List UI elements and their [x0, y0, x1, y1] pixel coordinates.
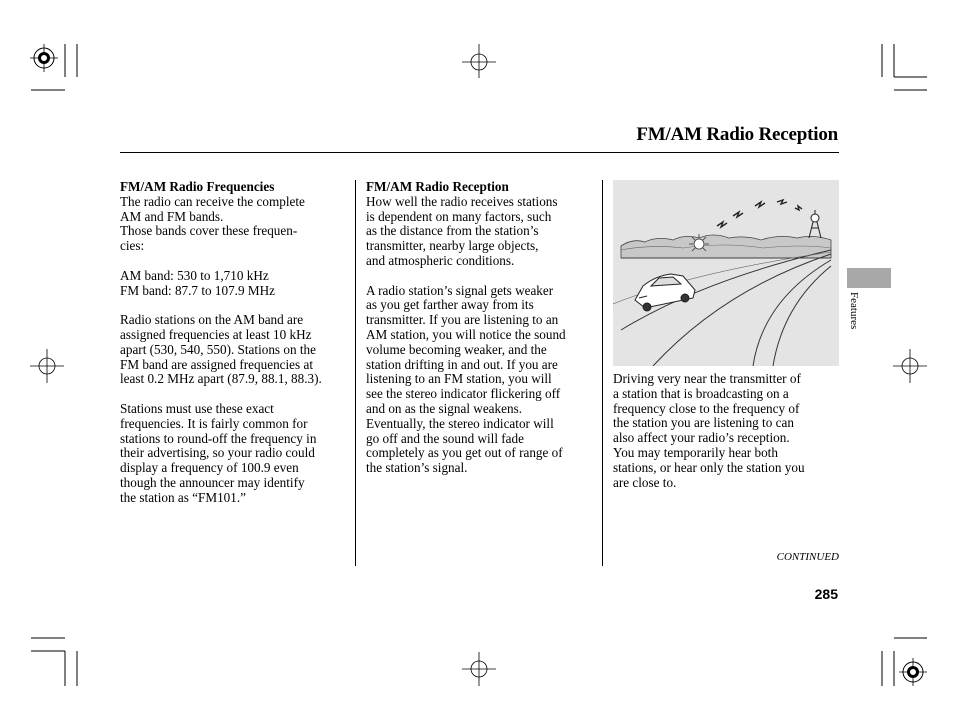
section-heading: FM/AM Radio Reception: [366, 179, 509, 194]
text-line: see the stereo indicator flickering off: [366, 386, 561, 402]
text-line: the station you are listening to can: [613, 415, 794, 431]
car-icon: [635, 274, 695, 311]
continued-label: CONTINUED: [776, 551, 839, 563]
text-line: The radio can receive the complete: [120, 193, 305, 209]
text-line: AM band: 530 to 1,710 kHz: [120, 267, 269, 283]
text-line: FM band: 87.7 to 107.9 MHz: [120, 282, 275, 298]
text-line: Driving very near the transmitter of: [613, 371, 801, 386]
text-line: though the announcer may identify: [120, 474, 305, 490]
text-line: stations to round-off the frequency in: [120, 430, 317, 446]
section-heading: FM/AM Radio Frequencies: [120, 179, 275, 194]
column-interference: [613, 372, 839, 490]
column-divider: [355, 180, 356, 566]
column-divider: [602, 180, 603, 566]
section-tab-label: [848, 292, 862, 342]
crosshair-target-icon: [30, 349, 64, 383]
registration-target-icon: [30, 44, 58, 72]
crosshair-target-icon: [462, 44, 496, 78]
section-tab-text: Features: [848, 292, 860, 330]
text-line: apart (530, 540, 550). Stations on the: [120, 341, 316, 357]
text-line: as the distance from the station’s: [366, 223, 539, 239]
text-line: frequency close to the frequency of: [613, 400, 800, 416]
text-line: assigned frequencies at least 10 kHz: [120, 326, 312, 342]
page-title: FM/AM Radio Reception: [636, 124, 838, 145]
column-frequencies: [120, 180, 352, 506]
hills-icon: [621, 235, 831, 258]
text-line: station drifting in and out. If you are: [366, 356, 558, 372]
text-line: completely as you get out of range of: [366, 445, 563, 461]
text-line: their advertising, so your radio could: [120, 445, 315, 461]
section-tab: [847, 268, 891, 288]
text-line: cies:: [120, 238, 145, 254]
text-line: Those bands cover these frequen-: [120, 223, 298, 239]
text-line: A radio station’s signal gets weaker: [366, 282, 554, 298]
text-line: and atmospheric conditions.: [366, 252, 515, 268]
text-line: as you get farther away from its: [366, 297, 534, 313]
crosshair-target-icon: [462, 652, 496, 686]
radio-tower-icon: [809, 210, 821, 238]
text-line: are close to.: [613, 474, 677, 490]
text-line: the station as “FM101.”: [120, 489, 246, 505]
column-reception: [366, 180, 598, 476]
registration-target-icon: [899, 658, 927, 686]
text-line: AM and FM bands.: [120, 208, 224, 224]
text-line: volume becoming weaker, and the: [366, 341, 547, 357]
text-line: is dependent on many factors, such: [366, 208, 552, 224]
text-line: stations, or hear only the station you: [613, 459, 805, 475]
reception-illustration: [613, 180, 839, 366]
text-line: Eventually, the stereo indicator will: [366, 415, 554, 431]
text-line: Stations must use these exact: [120, 400, 274, 416]
text-line: Radio stations on the AM band are: [120, 312, 304, 328]
text-line: How well the radio receives stations: [366, 193, 558, 209]
text-line: frequencies. It is fairly common for: [120, 415, 308, 431]
text-line: go off and the sound will fade: [366, 430, 524, 446]
text-line: You may temporarily hear both: [613, 444, 778, 460]
text-line: a station that is broadcasting on a: [613, 385, 789, 401]
text-line: transmitter. If you are listening to an: [366, 312, 559, 328]
text-line: least 0.2 MHz apart (87.9, 88.1, 88.3).: [120, 371, 322, 387]
crosshair-target-icon: [893, 349, 927, 383]
title-rule: [120, 152, 839, 153]
text-line: display a frequency of 100.9 even: [120, 460, 299, 476]
text-line: the station’s signal.: [366, 460, 468, 476]
signal-wave-icon: [717, 200, 802, 227]
text-line: AM station, you will notice the sound: [366, 326, 566, 342]
text-line: transmitter, nearby large objects,: [366, 238, 539, 254]
text-line: listening to an FM station, you will: [366, 371, 552, 387]
text-line: and on as the signal weakens.: [366, 400, 523, 416]
text-line: FM band are assigned frequencies at: [120, 356, 313, 372]
text-line: also affect your radio’s reception.: [613, 430, 790, 446]
page-number: 285: [814, 586, 838, 602]
